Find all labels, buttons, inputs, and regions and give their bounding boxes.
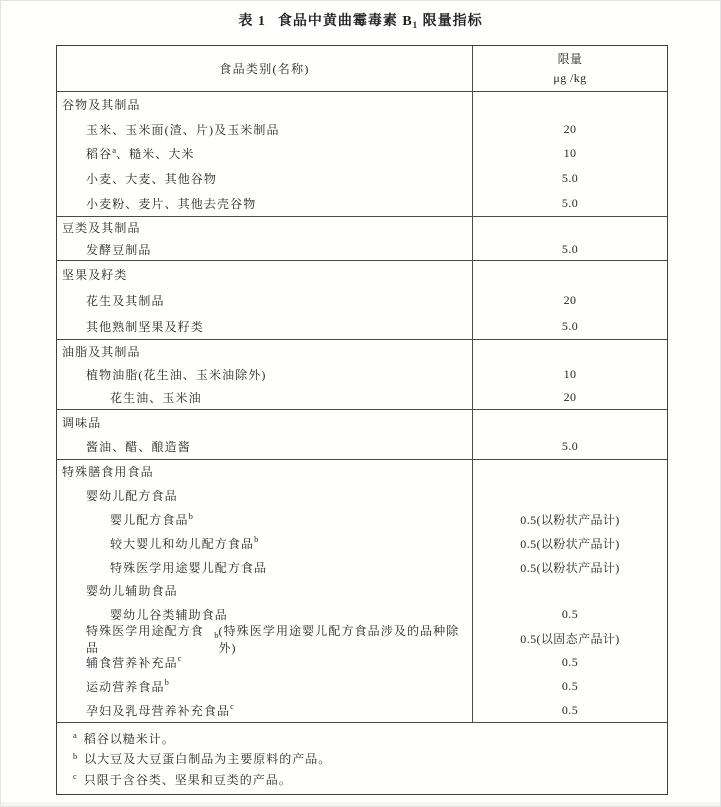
limit-value-cell — [472, 555, 667, 579]
food-name-text: 豆类及其制品 — [62, 221, 141, 236]
footnote-marker: a — [73, 730, 77, 740]
limit-value: 5.0 — [561, 439, 579, 454]
header-limit — [472, 46, 667, 91]
food-name-cell — [57, 340, 472, 363]
food-name-text: 婴幼儿辅助食品 — [86, 584, 178, 599]
table-row — [57, 435, 667, 460]
food-name-cell — [57, 217, 472, 239]
table-section — [57, 91, 667, 216]
footnote-marker: b — [73, 750, 78, 761]
limit-value-cell — [472, 579, 667, 603]
food-name-cell — [57, 674, 472, 698]
limit-value-cell — [472, 651, 667, 675]
food-name-cell — [57, 484, 472, 508]
limit-value-cell — [472, 435, 667, 460]
limit-value-cell — [472, 217, 667, 239]
food-name-text: 孕妇及乳母营养补充食品 — [86, 703, 231, 718]
limit-value-cell — [472, 484, 667, 508]
footnote — [73, 750, 667, 767]
food-name-cell — [57, 92, 472, 117]
limit-value: 5.0 — [561, 196, 579, 211]
table-section — [57, 216, 667, 260]
footnote — [73, 730, 667, 747]
footnote-text: 只限于含谷类、坚果和豆类的产品。 — [83, 772, 292, 787]
title-subscript: 1 — [412, 20, 419, 30]
food-name-cell — [57, 579, 472, 603]
food-name-text: 谷物及其制品 — [62, 97, 141, 112]
limit-value: 0.5(以固态产品计) — [520, 632, 620, 647]
limit-value: 0.5 — [561, 654, 579, 669]
footnote-text: 以大豆及大豆蛋白制品为主要原料的产品。 — [84, 752, 332, 766]
limit-value-cell — [472, 261, 667, 287]
footnote-marker: c — [230, 701, 234, 712]
food-name-text: 玉米、玉米面(渣、片)及玉米制品 — [86, 122, 280, 137]
food-name-text: 植物油脂(花生油、玉米油除外) — [86, 368, 267, 382]
food-name-cell — [57, 239, 472, 261]
food-name-text: 婴儿配方食品 — [110, 513, 189, 528]
table-row — [57, 117, 667, 142]
table-row — [57, 651, 667, 675]
food-name-cell — [57, 410, 472, 435]
food-name-cell — [57, 651, 472, 675]
footnote-marker: a — [112, 144, 116, 155]
limit-value: 20 — [563, 390, 577, 404]
title-table-number: 表 1 — [238, 14, 266, 29]
table-body — [57, 91, 667, 722]
food-name-cell — [57, 623, 472, 655]
limit-value: 5.0 — [561, 318, 579, 333]
limit-value-cell — [472, 166, 667, 191]
food-name-text: 油脂及其制品 — [62, 345, 141, 359]
footnote-marker: b — [164, 677, 169, 688]
limit-value-cell — [472, 508, 667, 532]
limit-value-cell — [472, 340, 667, 363]
food-name-text: 特殊医学用途配方食品 — [86, 623, 204, 655]
table-row — [57, 555, 667, 579]
food-name-text: 小麦粉、麦片、其他去壳谷物 — [86, 197, 257, 212]
limit-value: 0.5(以粉状产品计) — [520, 560, 620, 575]
limit-value: 10 — [563, 367, 577, 381]
food-name-cell — [57, 531, 472, 555]
table-row — [57, 386, 667, 409]
food-name-text: 特殊医学用途婴儿配方食品 — [110, 560, 268, 575]
limit-value-cell — [472, 674, 667, 698]
title-text: 食品中黄曲霉毒素 B — [277, 14, 413, 29]
limit-value-cell — [472, 627, 667, 651]
table-row — [57, 142, 667, 167]
food-name-cell — [57, 313, 472, 339]
food-name-text: 运动营养食品 — [86, 679, 165, 694]
footnote — [73, 771, 667, 788]
food-name-cell — [57, 508, 472, 532]
limit-value-cell — [472, 239, 667, 261]
table-row — [57, 313, 667, 339]
limit-value: 5.0 — [561, 171, 579, 186]
table-row — [57, 623, 667, 655]
limit-value: 0.5(以粉状产品计) — [520, 536, 620, 551]
footnote-marker: c — [73, 771, 77, 781]
food-name-cell — [57, 261, 472, 287]
limit-value-cell — [472, 410, 667, 435]
limit-value: 0.5(以粉状产品计) — [520, 513, 620, 528]
table-row — [57, 484, 667, 508]
table-row — [57, 410, 667, 435]
food-name-text: 发酵豆制品 — [86, 242, 152, 257]
limit-value: 20 — [563, 121, 577, 136]
food-name-text: 稻谷 — [86, 147, 113, 162]
food-name-text: 婴幼儿谷类辅助食品 — [110, 608, 228, 623]
footnote-marker: c — [177, 653, 182, 664]
table-row — [57, 287, 667, 313]
food-name-cell — [57, 142, 472, 167]
table-row — [57, 217, 667, 239]
table-row — [57, 340, 667, 363]
limit-value: 5.0 — [561, 241, 579, 256]
limit-value: 20 — [563, 292, 577, 307]
limit-value-cell — [472, 313, 667, 339]
food-name-cell — [57, 435, 472, 460]
table-row — [57, 460, 667, 484]
table-section — [57, 260, 667, 339]
food-name-cell — [57, 460, 472, 484]
food-name-cell — [57, 698, 472, 722]
food-name-text: 辅食营养补充品 — [86, 655, 178, 670]
table-section — [57, 409, 667, 459]
limit-value-cell — [472, 92, 667, 117]
table-row — [57, 531, 667, 555]
limit-value-cell — [472, 698, 667, 722]
food-name-text: 调味品 — [62, 415, 102, 430]
limit-value-cell — [472, 117, 667, 142]
header-food-category: 食品类别(名称) — [219, 62, 310, 76]
food-name-text: 婴幼儿配方食品 — [86, 489, 178, 504]
limit-value-cell — [472, 386, 667, 409]
table-row — [57, 191, 667, 216]
food-name-text: 小麦、大麦、其他谷物 — [86, 172, 218, 187]
table-row — [57, 239, 667, 261]
limit-value-cell — [472, 142, 667, 167]
limit-value: 0.5 — [561, 702, 579, 717]
table-row — [57, 166, 667, 191]
table-row — [57, 508, 667, 532]
food-name-text: (特殊医学用途婴儿配方食品涉及的品种除外) — [218, 623, 460, 655]
limits-table — [56, 45, 668, 795]
footnote-text: 稻谷以糙米计。 — [83, 731, 175, 746]
footnote-marker: b — [254, 534, 259, 545]
food-name-cell — [57, 191, 472, 216]
scan-edge-artifact — [1, 802, 720, 806]
limit-value: 0.5 — [561, 607, 579, 622]
table-row — [57, 261, 667, 287]
table-title — [1, 10, 720, 30]
footnote-marker: b — [214, 629, 219, 640]
limit-value-cell — [472, 191, 667, 216]
food-name-cell — [57, 363, 472, 386]
table-row — [57, 579, 667, 603]
food-name-text: 酱油、醋、酿造酱 — [86, 440, 191, 455]
table-section — [57, 459, 667, 722]
food-name-text: 坚果及籽类 — [62, 267, 128, 282]
limit-value-cell — [472, 603, 667, 627]
food-name-text: 较大婴儿和幼儿配方食品 — [110, 536, 255, 551]
limit-value-cell — [472, 460, 667, 484]
food-name-cell — [57, 555, 472, 579]
food-name-text: 特殊膳食用食品 — [62, 465, 154, 480]
limit-value-cell — [472, 287, 667, 313]
table-row — [57, 363, 667, 386]
food-name-text: 其他熟制坚果及籽类 — [86, 319, 204, 334]
food-name-cell — [57, 287, 472, 313]
limit-value-cell — [472, 363, 667, 386]
food-name-cell — [57, 117, 472, 142]
food-name-cell — [57, 386, 472, 409]
food-name-cell — [57, 166, 472, 191]
food-name-text: 花生油、玉米油 — [110, 391, 202, 405]
table-section — [57, 339, 667, 409]
table-row — [57, 698, 667, 722]
title-suffix: 限量指标 — [422, 14, 483, 29]
limit-value-cell — [472, 531, 667, 555]
table-row — [57, 674, 667, 698]
food-name-text: 、糙米、大米 — [115, 147, 195, 162]
footnote-marker: b — [188, 510, 193, 521]
footnotes — [57, 722, 667, 794]
limit-value: 10 — [563, 146, 577, 161]
table-header-row — [57, 46, 667, 91]
food-name-text: 花生及其制品 — [86, 293, 165, 308]
table-row — [57, 92, 667, 117]
limit-value: 0.5 — [561, 678, 579, 693]
limit-unit: μg /kg — [553, 70, 587, 85]
limit-label: 限量 — [557, 51, 583, 66]
